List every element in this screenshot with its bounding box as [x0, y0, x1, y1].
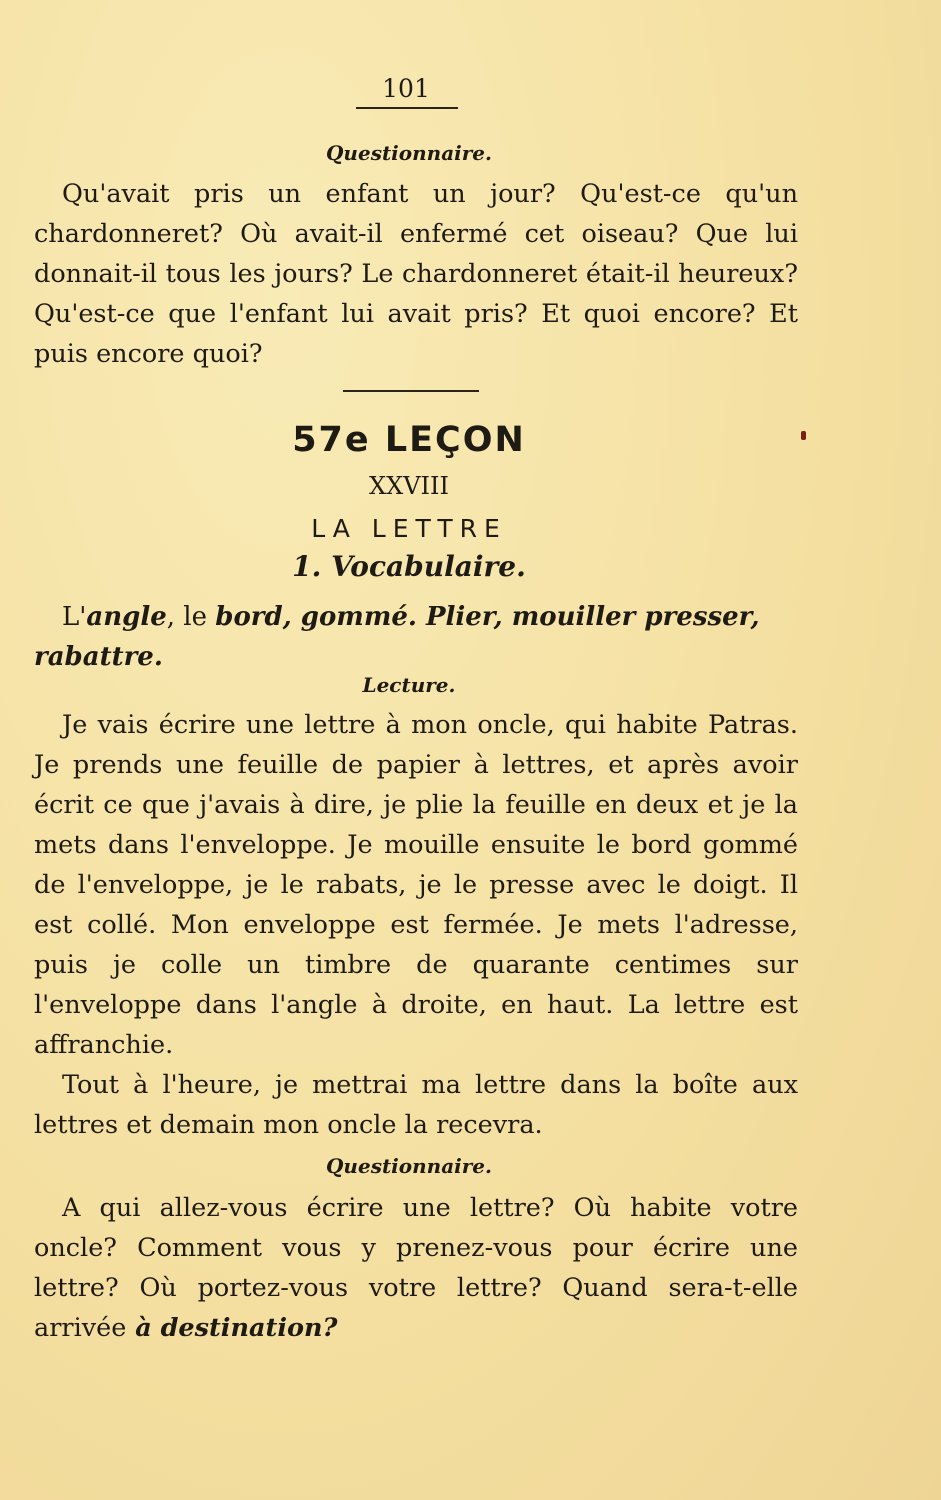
section-divider [343, 390, 479, 392]
lecture-paragraph [34, 705, 798, 1145]
lesson-subtitle: LA LETTRE [311, 514, 507, 543]
questionnaire2-emphasis: à destination? [126, 1313, 338, 1343]
questionnaire-heading: Questionnaire. [326, 141, 492, 165]
questionnaire2-line [34, 1188, 798, 1348]
questionnaire-paragraph [34, 174, 798, 374]
vocab-article: L' [62, 602, 87, 632]
questionnaire2-text: A qui allez-vous écrire une lettre? Où habite votre oncle? Comment vous y prenez-vous pour écrire une lettre? Où portez-vous votre lettre? Quand sera-t-elle arrivée [34, 1193, 798, 1343]
lecture-heading: Lecture. [362, 673, 456, 697]
vocabulary-paragraph [34, 597, 800, 677]
lecture-text-1: Je vais écrire une lettre à mon oncle, qui habite Patras. Je prends une feuille de papier à lettres, et après avoir écrit ce que j'avais à dire, je plie la feuille en deux et je la mets dans l'enveloppe. Je mouille ensuite le bord gommé de l'enveloppe, je le rabats, je le presse avec le doigt. Il est collé. Mon enveloppe est fermée. Je mets l'adresse, puis je colle un timbre de quarante centimes sur l'enveloppe dans l'angle à droite, en haut. La lettre est affranchie. [34, 710, 798, 1060]
vocab-word-angle: angle [86, 602, 167, 632]
questionnaire2-paragraph [34, 1188, 798, 1348]
lesson-title: 57e LEÇON [292, 420, 526, 460]
vocab-separator: , le [166, 602, 216, 632]
questionnaire-text: Qu'avait pris un enfant un jour? Qu'est-ce qu'un chardonneret? Où avait-il enfermé cet oiseau? Que lui donnait-il tous les jours? Le chardonneret était-il heureux? Qu'est-ce que l'enfant lui avait pris? Et quoi encore? Et puis encore quoi? [34, 179, 798, 369]
page-number: 101 [382, 74, 430, 103]
lecture-text-2: Tout à l'heure, je mettrai ma lettre dans la boîte aux lettres et demain mon oncle la recevra. [34, 1070, 798, 1140]
vocab-words: bord, gommé. Plier, mouiller presser, rabattre. [34, 602, 760, 672]
vocabulary-line [34, 597, 800, 677]
vocabulary-heading: 1. Vocabulaire. [292, 550, 526, 583]
page-number-rule [356, 107, 458, 109]
lesson-roman-numeral: XXVIII [369, 472, 449, 500]
questionnaire2-heading: Questionnaire. [326, 1154, 492, 1178]
